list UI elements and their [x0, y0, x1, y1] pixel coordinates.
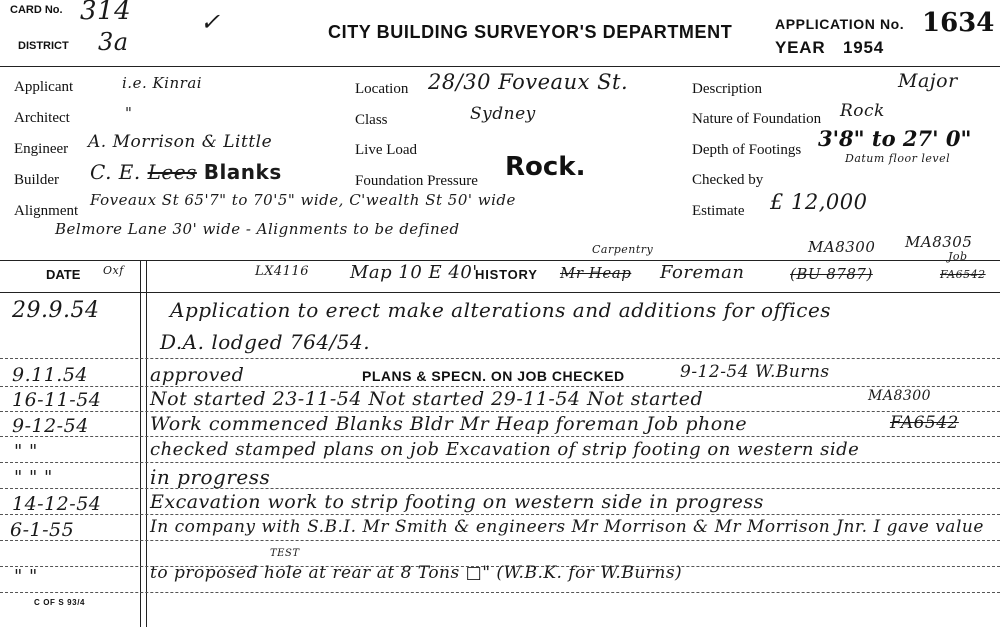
row-rule [0, 514, 1000, 515]
history-caret-note: Carpentry [592, 243, 654, 256]
architect-value: " [125, 104, 133, 122]
history-header: HISTORY [475, 267, 538, 282]
history-date: 16-11-54 [12, 389, 102, 411]
history-map-ref: Map 10 E 40' [350, 262, 478, 283]
history-entry: approved [150, 364, 245, 386]
history-entry: Work commenced Blanks Bldr Mr Heap foreman Job phone [150, 413, 748, 435]
history-phone-struck-2: FA6542 [940, 268, 986, 281]
row-rule [0, 411, 1000, 412]
history-stamp-date: 9-12-54 W.Burns [680, 362, 830, 382]
alignment-value: Foveaux St 65'7" to 70'5" wide, C'wealth St 50' wide [90, 191, 516, 209]
history-entry: D.A. lodged 764/54. [160, 330, 371, 354]
location-value: 28/30 Foveaux St. [428, 70, 629, 94]
history-entry: checked stamped plans on job Excavation of strip footing on western side [150, 439, 860, 460]
depth-label: Depth of Footings [692, 142, 802, 158]
history-date: 14-12-54 [12, 493, 102, 515]
history-date: 9.11.54 [12, 364, 89, 386]
department-title: CITY BUILDING SURVEYOR'S DEPARTMENT [328, 22, 733, 42]
history-foreman-struck: Mr Heap [560, 264, 632, 282]
card-no-label: CARD No. [10, 4, 63, 16]
estimate-value: £ 12,000 [770, 190, 868, 214]
history-entry: Application to erect make alterations and additions for offices [170, 298, 832, 322]
location-label: Location [355, 81, 409, 97]
phone-2: MA8305 [905, 233, 973, 251]
date-header-note: Oxf [103, 264, 124, 277]
history-entry: to proposed hole at rear at 8 Tons □" (W.B.K. for W.Burns) [150, 563, 683, 583]
history-ref: LX4116 [255, 264, 309, 279]
history-date: " " [14, 441, 38, 462]
date-column-divider [140, 260, 141, 627]
history-header-rule [0, 292, 1000, 293]
history-foreman: Foreman [660, 262, 745, 283]
builder-label: Builder [14, 172, 59, 188]
architect-label: Architect [14, 110, 70, 126]
history-note: TEST [270, 548, 300, 559]
description-label: Description [692, 81, 762, 97]
form-code: C OF S 93/4 [34, 598, 86, 607]
estimate-label: Estimate [692, 203, 745, 219]
year-label: YEAR [775, 38, 826, 57]
checked-label: Checked by [692, 172, 764, 188]
builder-name: Blanks [203, 160, 282, 184]
history-note: MA8300 [868, 388, 932, 404]
district-value: 3a [98, 28, 129, 56]
alignment-value-2: Belmore Lane 30' wide - Alignments to be defined [55, 220, 460, 238]
row-rule [0, 592, 1000, 593]
engineer-value: A. Morrison & Little [88, 132, 273, 152]
builder-struck: Lees [147, 160, 197, 184]
builder-prefix: C. E. [90, 160, 141, 184]
history-date: 6-1-55 [10, 519, 75, 541]
history-date: " " " [14, 467, 53, 488]
applicant-value: i.e. Kinrai [122, 74, 203, 92]
year-value: 1954 [843, 38, 885, 57]
description-value: Major [898, 70, 958, 92]
card-no-value: 314 [80, 0, 132, 26]
row-rule [0, 462, 1000, 463]
application-no-value: 1634 [922, 8, 995, 38]
history-stamp: PLANS & SPECN. ON JOB CHECKED [362, 368, 625, 384]
applicant-label: Applicant [14, 79, 74, 95]
date-column-divider-2 [146, 260, 147, 627]
alignment-label: Alignment [14, 203, 79, 219]
history-phone-struck: (BU 8787) [790, 265, 873, 283]
history-phone-note: Job [948, 250, 968, 263]
depth-note: Datum floor level [845, 152, 951, 165]
history-struck: FA6542 [890, 413, 959, 433]
depth-value: 3'8" to 27' 0" [818, 126, 972, 151]
application-no-label: APPLICATION No. [775, 16, 905, 32]
history-entry: Excavation work to strip footing on western side in progress [150, 491, 764, 513]
history-entry: in progress [150, 465, 271, 489]
history-entry: In company with S.B.I. Mr Smith & engineers Mr Morrison & Mr Morrison Jnr. I gave value [150, 517, 984, 537]
history-date: 29.9.54 [12, 298, 100, 323]
header-rule [0, 66, 1000, 67]
foundation-pressure-label: Foundation Pressure [355, 173, 478, 189]
builder-value-group [90, 160, 282, 184]
phone-1: MA8300 [808, 238, 876, 256]
row-rule [0, 540, 1000, 541]
tick-mark: ✓ [200, 8, 221, 36]
foundation-pressure-value: Rock. [505, 152, 586, 182]
row-rule [0, 358, 1000, 359]
history-date: " " [14, 566, 38, 587]
date-header: DATE [46, 267, 81, 282]
row-rule [0, 436, 1000, 437]
live-load-label: Live Load [355, 142, 418, 158]
engineer-label: Engineer [14, 141, 69, 157]
nature-label: Nature of Foundation [692, 111, 822, 127]
nature-value: Rock [840, 101, 885, 121]
history-date: 9-12-54 [12, 415, 89, 437]
history-entry: Not started 23-11-54 Not started 29-11-54 Not started [150, 388, 704, 410]
row-rule [0, 386, 1000, 387]
history-top-rule [0, 260, 1000, 261]
class-label: Class [355, 112, 388, 128]
class-value: Sydney [470, 104, 536, 124]
district-label: DISTRICT [18, 40, 69, 52]
